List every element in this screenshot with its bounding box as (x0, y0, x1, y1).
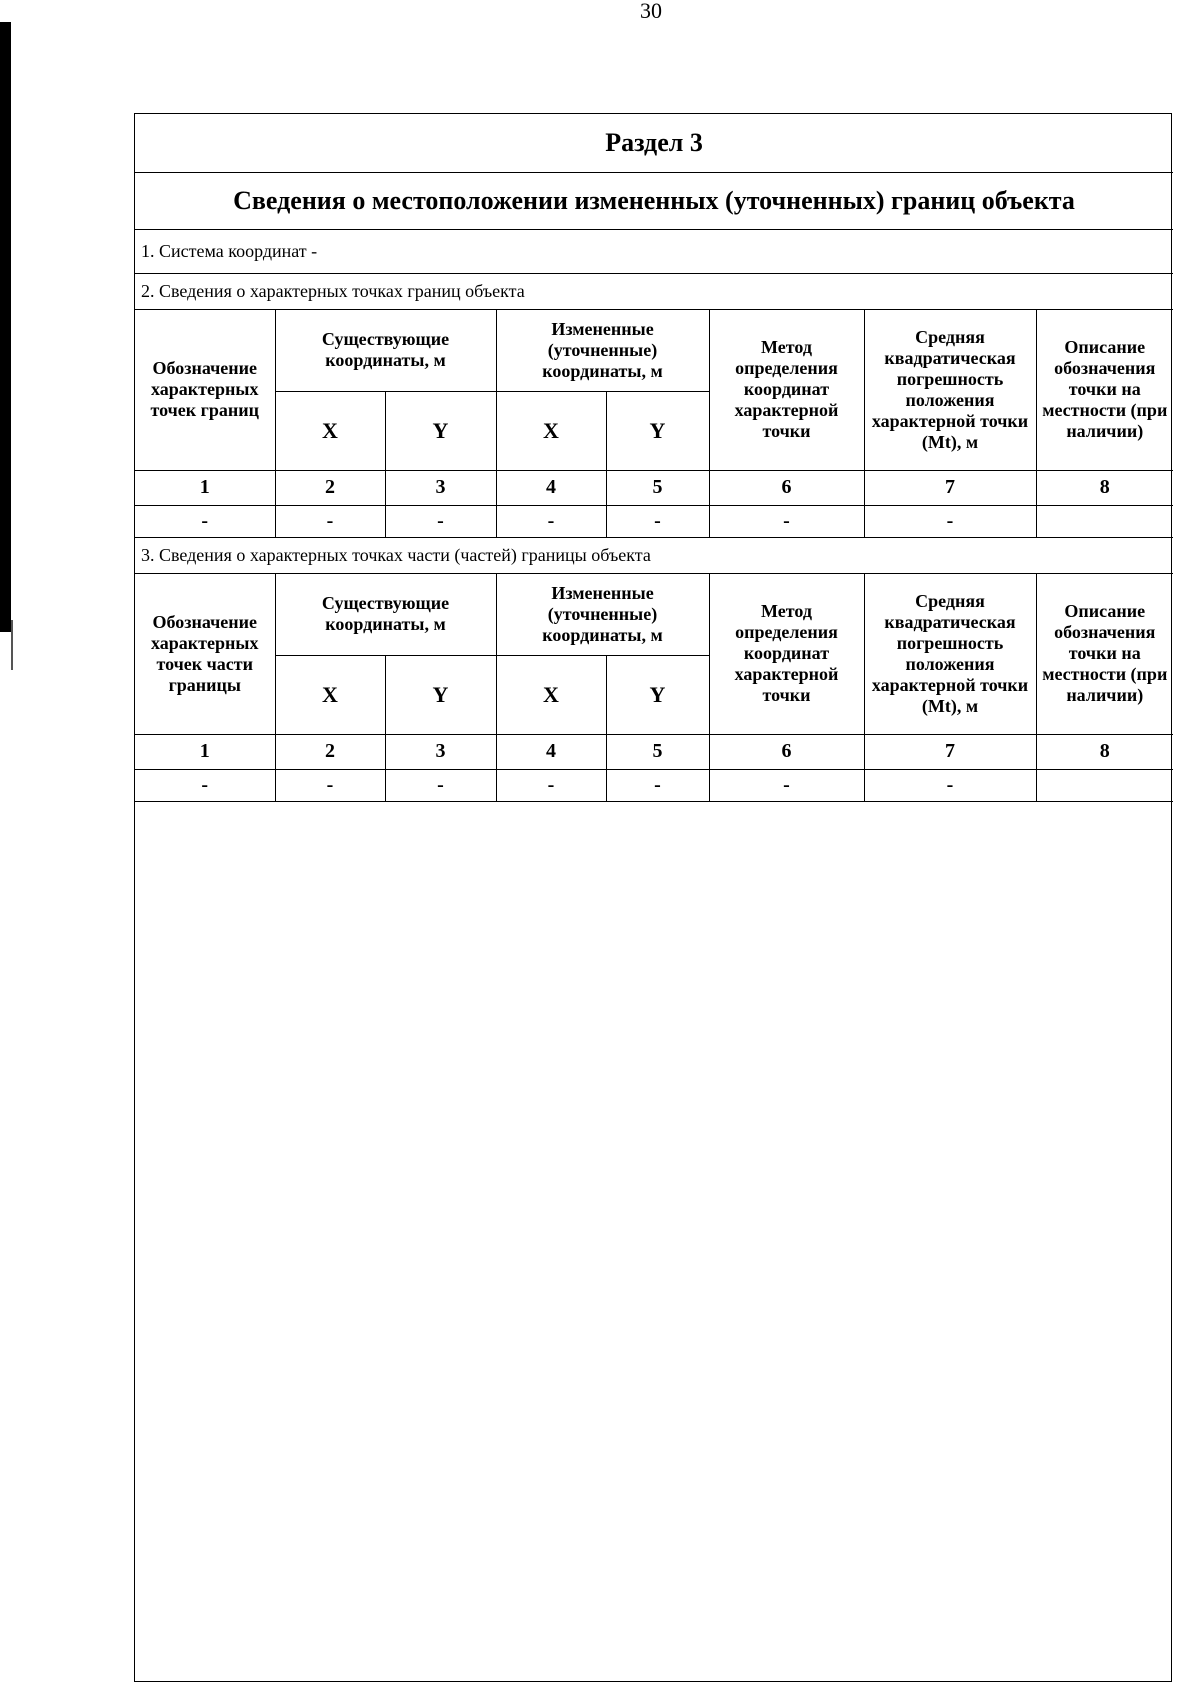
table-cell: - (864, 505, 1036, 537)
table-cell: - (275, 769, 385, 801)
table-cell: - (135, 505, 275, 537)
table1-col-number: 5 (606, 470, 709, 505)
table-cell: - (496, 505, 606, 537)
table-cell: - (864, 769, 1036, 801)
table1-col-number: 6 (709, 470, 864, 505)
table-cell: - (709, 769, 864, 801)
table1-col-number: 2 (275, 470, 385, 505)
section-table (135, 114, 1173, 802)
table1-changed-y: Y (606, 391, 709, 470)
table-cell: - (385, 769, 496, 801)
table2-row (135, 769, 1173, 801)
page-number: 30 (640, 0, 662, 23)
table1-existing-y: Y (385, 391, 496, 470)
scan-edge-line (11, 620, 13, 670)
section-title: Раздел 3 (135, 114, 1173, 172)
table1-col-number: 3 (385, 470, 496, 505)
table-cell: - (385, 505, 496, 537)
table2-col-error: Средняя квадратическая погрешность положения характерной точки (Mt), м (864, 573, 1036, 734)
table1-col-description: Описание обозначения точки на местности (при наличии) (1036, 309, 1173, 470)
table2-col-changed: Измененные (уточненные) координаты, м (496, 573, 709, 655)
table2-existing-x: X (275, 655, 385, 734)
table2-col-number: 2 (275, 734, 385, 769)
document-frame (134, 113, 1172, 1682)
scan-edge-bar (0, 22, 11, 632)
table1-col-number: 7 (864, 470, 1036, 505)
table2-changed-y: Y (606, 655, 709, 734)
table1-col-designation: Обозначение характерных точек границ (135, 309, 275, 470)
table-cell: - (606, 505, 709, 537)
table2-col-number: 5 (606, 734, 709, 769)
table2-col-number: 1 (135, 734, 275, 769)
table2-col-number: 6 (709, 734, 864, 769)
table-cell: - (709, 505, 864, 537)
table2-col-number: 3 (385, 734, 496, 769)
table-cell (1036, 505, 1173, 537)
table1-caption: 2. Сведения о характерных точках границ объекта (135, 273, 1173, 309)
table2-col-designation: Обозначение характерных точек части границы (135, 573, 275, 734)
section-subtitle: Сведения о местоположении измененных (уточненных) границ объекта (135, 172, 1173, 229)
table-cell: - (135, 769, 275, 801)
table1-col-number: 4 (496, 470, 606, 505)
table-cell: - (275, 505, 385, 537)
table2-col-number: 7 (864, 734, 1036, 769)
table1-existing-x: X (275, 391, 385, 470)
table1-changed-x: X (496, 391, 606, 470)
table1-row (135, 505, 1173, 537)
table2-col-description: Описание обозначения точки на местности (при наличии) (1036, 573, 1173, 734)
table2-col-method: Метод определения координат характерной точки (709, 573, 864, 734)
table2-col-number: 8 (1036, 734, 1173, 769)
table2-col-existing: Существующие координаты, м (275, 573, 496, 655)
table1-col-number: 8 (1036, 470, 1173, 505)
table2-existing-y: Y (385, 655, 496, 734)
table1-col-method: Метод определения координат характерной точки (709, 309, 864, 470)
table1-col-number: 1 (135, 470, 275, 505)
table1-col-error: Средняя квадратическая погрешность положения характерной точки (Mt), м (864, 309, 1036, 470)
table-cell: - (606, 769, 709, 801)
table2-caption: 3. Сведения о характерных точках части (частей) границы объекта (135, 537, 1173, 573)
table-cell: - (496, 769, 606, 801)
table1-col-existing: Существующие координаты, м (275, 309, 496, 391)
table2-changed-x: X (496, 655, 606, 734)
table2-col-number: 4 (496, 734, 606, 769)
table-cell (1036, 769, 1173, 801)
coord-system-line: 1. Система координат - (135, 229, 1173, 273)
table1-col-changed: Измененные (уточненные) координаты, м (496, 309, 709, 391)
